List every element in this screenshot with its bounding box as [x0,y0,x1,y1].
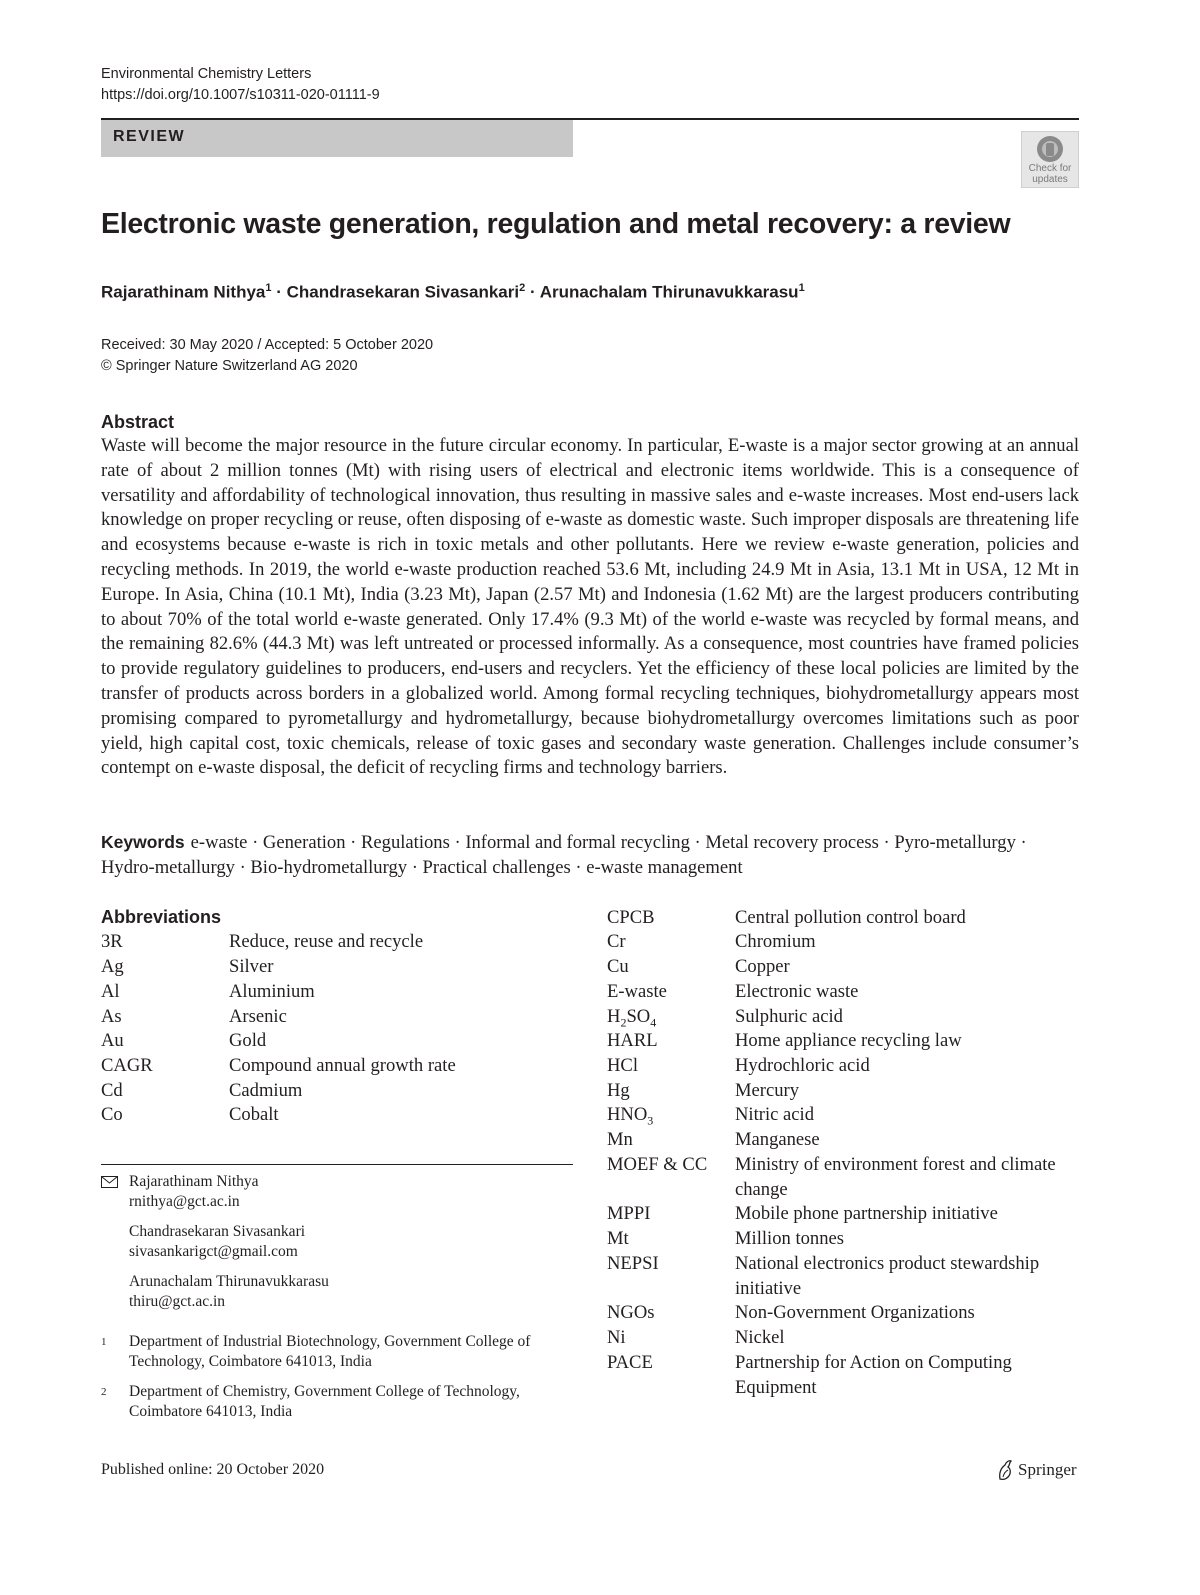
publisher-name: Springer [1018,1460,1077,1479]
author-list [101,276,805,305]
publication-dates [101,335,433,377]
abstract-heading: Abstract [101,412,175,432]
abbreviation-definition: Non-Government Organizations [735,1302,975,1323]
abbreviation-definition: Gold [229,1030,267,1051]
abbreviation-row [101,980,569,1005]
check-for-updates-badge[interactable] [1021,131,1079,188]
coauthor-contact [129,1222,305,1262]
affiliation-number: 1 [101,1336,107,1348]
corresponding-author [129,1172,259,1212]
abbreviation-term: HARL [607,1030,658,1051]
abbreviation-definition: Nitric acid [735,1104,814,1125]
author-separator: · [271,282,287,302]
publisher-logo [996,1458,1077,1482]
journal-name: Environmental Chemistry Letters [101,66,312,82]
abbreviation-term: MPPI [607,1203,651,1224]
abbreviation-definition: Ministry of environment forest and climate change [735,1154,1056,1200]
abbreviation-definition: Reduce, reuse and recycle [229,931,424,952]
abbreviation-row [607,1326,1080,1351]
abbreviation-definition: Silver [229,956,274,977]
author-name[interactable]: Arunachalam Thirunavukkarasu [539,282,799,302]
abbreviation-row [101,1005,569,1030]
abbreviation-definition: Chromium [735,931,816,952]
abbreviation-definition: Copper [735,956,790,977]
abbreviation-term: $H_2SO_4$ [607,1006,657,1030]
abbreviation-row [607,980,1080,1005]
abbreviation-definition: Hydrochloric acid [735,1055,870,1076]
abbreviation-row [607,1301,1080,1326]
keywords-label: Keywords [101,832,185,852]
abbreviation-row [607,1054,1080,1079]
abbreviation-definition: Sulphuric acid [735,1006,843,1027]
affiliation-department: Department of Industrial Biotechnology, Government College of Technology, Coimbatore 641013, India [129,1333,531,1370]
abbreviation-term: Cr [607,931,626,952]
abbreviation-row [607,1227,1080,1252]
abbreviation-row [607,930,1080,955]
crossmark-icon [1036,135,1064,163]
abbreviation-row [607,1029,1080,1054]
contact-name: Arunachalam Thirunavukkarasu [129,1273,329,1290]
author-separator: · [525,282,540,302]
abbreviation-row [101,1029,569,1054]
abbreviation-row [607,1079,1080,1104]
contact-name: Rajarathinam Nithya [129,1173,259,1190]
check-updates-line2: updates [1032,174,1068,185]
abbreviation-term: Mt [607,1228,629,1249]
abbreviation-definition: Cobalt [229,1104,279,1125]
abbreviation-term: NEPSI [607,1253,659,1274]
abbreviation-row [101,1103,569,1128]
abbreviation-definition: Mobile phone partnership initiative [735,1203,998,1224]
abbreviation-term: Hg [607,1080,630,1101]
abbreviation-term: Mn [607,1129,633,1150]
abbreviation-definition: Nickel [735,1327,785,1348]
abbreviation-definition: Manganese [735,1129,820,1150]
abbreviation-row [101,1079,569,1104]
keywords-text: e-waste · Generation · Regulations · Informal and formal recycling · Metal recovery process · Pyro-metallurgy · Hydro-metallurgy · Bio-hydrometallurgy · Practical challenges · e-waste management [101,832,1027,878]
published-online: Published online: 20 October 2020 [101,1461,325,1478]
abstract-text: Waste will become the major resource in the future circular economy. In particular, E-waste is a major sector growing at an annual rate of about 2 million tonnes (Mt) with rising users of electrical and electronic items worldwide. This is a consequence of versatility and affordability of technological innovation, thus resulting in massive sales and e-waste increases. Most end-users lack knowledge on proper recycling or reuse, often disposing of e-waste as domestic waste. Such improper disposals are threatening life and ecosystems because e-waste is rich in toxic metals and other pollutants. Here we review e-waste generation, policies and recycling methods. In 2019, the world e-waste production reached 53.6 Mt, including 24.9 Mt in Asia, 13.1 Mt in USA, 12 Mt in Europe. In Asia, China (10.1 Mt), India (3.23 Mt), Japan (2.57 Mt) and Indonesia (1.62 Mt) are the largest producers contributing to about 70% of the total world e-waste generated. Only 17.4% (9.3 Mt) of the world e-waste was recycled by formal means, and the remaining 82.6% (44.3 Mt) was left untreated or processed informally. As a consequence, most countries have framed policies to provide regulatory guidelines to producers, end-users and recyclers. Yet the efficiency of these local policies are limited by the transfer of products across borders in a globalized world. Among formal recycling techniques, biohydrometallurgy appears most promising compared to pyrometallurgy and hydrometallurgy, because biohydrometallurgy overcomes limitations such as poor yield, high capital cost, toxic chemicals, release of toxic gases and secondary waste generation. Challenges include consumer’s contempt on e-waste disposal, the deficit of recycling firms and technology barriers. [101,435,1079,779]
affiliation-department: Department of Chemistry, Government College of Technology, Coimbatore 641013, India [129,1383,520,1420]
abbreviation-term: Co [101,1104,123,1125]
abbreviations-heading: Abbreviations [101,907,222,927]
section-banner [101,120,573,157]
abbreviation-row [607,1128,1080,1153]
abbreviation-row [101,930,569,955]
author-affil-mark: 2 [519,282,526,294]
abbreviation-row [607,906,1080,931]
abbreviation-term: Cd [101,1080,123,1101]
journal-header [101,64,380,106]
abbreviation-definition: Home appliance recycling law [735,1030,962,1051]
contact-name: Chandrasekaran Sivasankari [129,1223,306,1240]
abbreviation-definition: Mercury [735,1080,800,1101]
abbreviation-term: CAGR [101,1055,153,1076]
abbreviation-row [607,1153,1080,1202]
abbreviation-term: Al [101,981,120,1002]
abbreviation-definition: National electronics product stewardship initiative [735,1253,1040,1299]
footnote-rule [101,1164,573,1165]
abbreviation-definition: Arsenic [229,1006,287,1027]
affiliation-number: 2 [101,1386,107,1398]
abbreviation-term: PACE [607,1352,653,1373]
coauthor-contact [129,1272,329,1312]
abbreviation-term: MOEF & CC [607,1154,708,1175]
contact-email[interactable]: sivasankarigct@gmail.com [129,1243,298,1260]
abbreviation-row [607,1252,1080,1301]
abbreviation-definition: Cadmium [229,1080,303,1101]
doi-link[interactable]: https://doi.org/10.1007/s10311-020-01111-9 [101,87,380,103]
author-name[interactable]: Chandrasekaran Sivasankari [286,282,520,302]
abbreviation-term: Cu [607,956,629,977]
abbreviation-term: Ni [607,1327,626,1348]
abbreviation-definition: Partnership for Action on Computing Equipment [735,1352,1012,1398]
envelope-icon [101,1176,118,1188]
section-label: REVIEW [113,128,186,145]
abbreviation-definition: Compound annual growth rate [229,1055,456,1076]
abbreviation-definition: Central pollution control board [735,907,966,928]
author-affil-mark: 1 [265,282,272,294]
copyright: © Springer Nature Switzerland AG 2020 [101,358,358,374]
abbreviation-term: Ag [101,956,124,977]
abbreviation-term: Au [101,1030,124,1051]
abbreviation-term: As [101,1006,122,1027]
abbreviation-row [607,955,1080,980]
abbreviation-row [101,1054,569,1079]
abbreviation-row [101,955,569,980]
abbreviation-row [607,1202,1080,1227]
abbreviation-definition: Electronic waste [735,981,859,1002]
abbreviation-term: CPCB [607,907,655,928]
abbreviation-definition: Aluminium [229,981,315,1002]
springer-horse-icon [996,1459,1014,1481]
contact-email[interactable]: rnithya@gct.ac.in [129,1193,240,1210]
received-accepted: Received: 30 May 2020 / Accepted: 5 October 2020 [101,337,434,353]
abbreviation-row [607,1351,1080,1400]
abbreviation-term: HCl [607,1055,638,1076]
check-updates-line1: Check for [1028,163,1072,174]
contact-email[interactable]: thiru@gct.ac.in [129,1293,226,1310]
abbreviation-term: 3R [101,931,123,952]
article-title: Electronic waste generation, regulation and metal recovery: a review [101,208,1011,240]
keywords [101,830,1079,880]
abbreviation-definition: Million tonnes [735,1228,844,1249]
author-name[interactable]: Rajarathinam Nithya [101,282,266,302]
abbreviation-term: $HNO_3$ [607,1104,654,1128]
abbreviation-term: E-waste [607,981,667,1002]
author-affil-mark: 1 [798,282,805,294]
abbreviation-term: NGOs [607,1302,655,1323]
